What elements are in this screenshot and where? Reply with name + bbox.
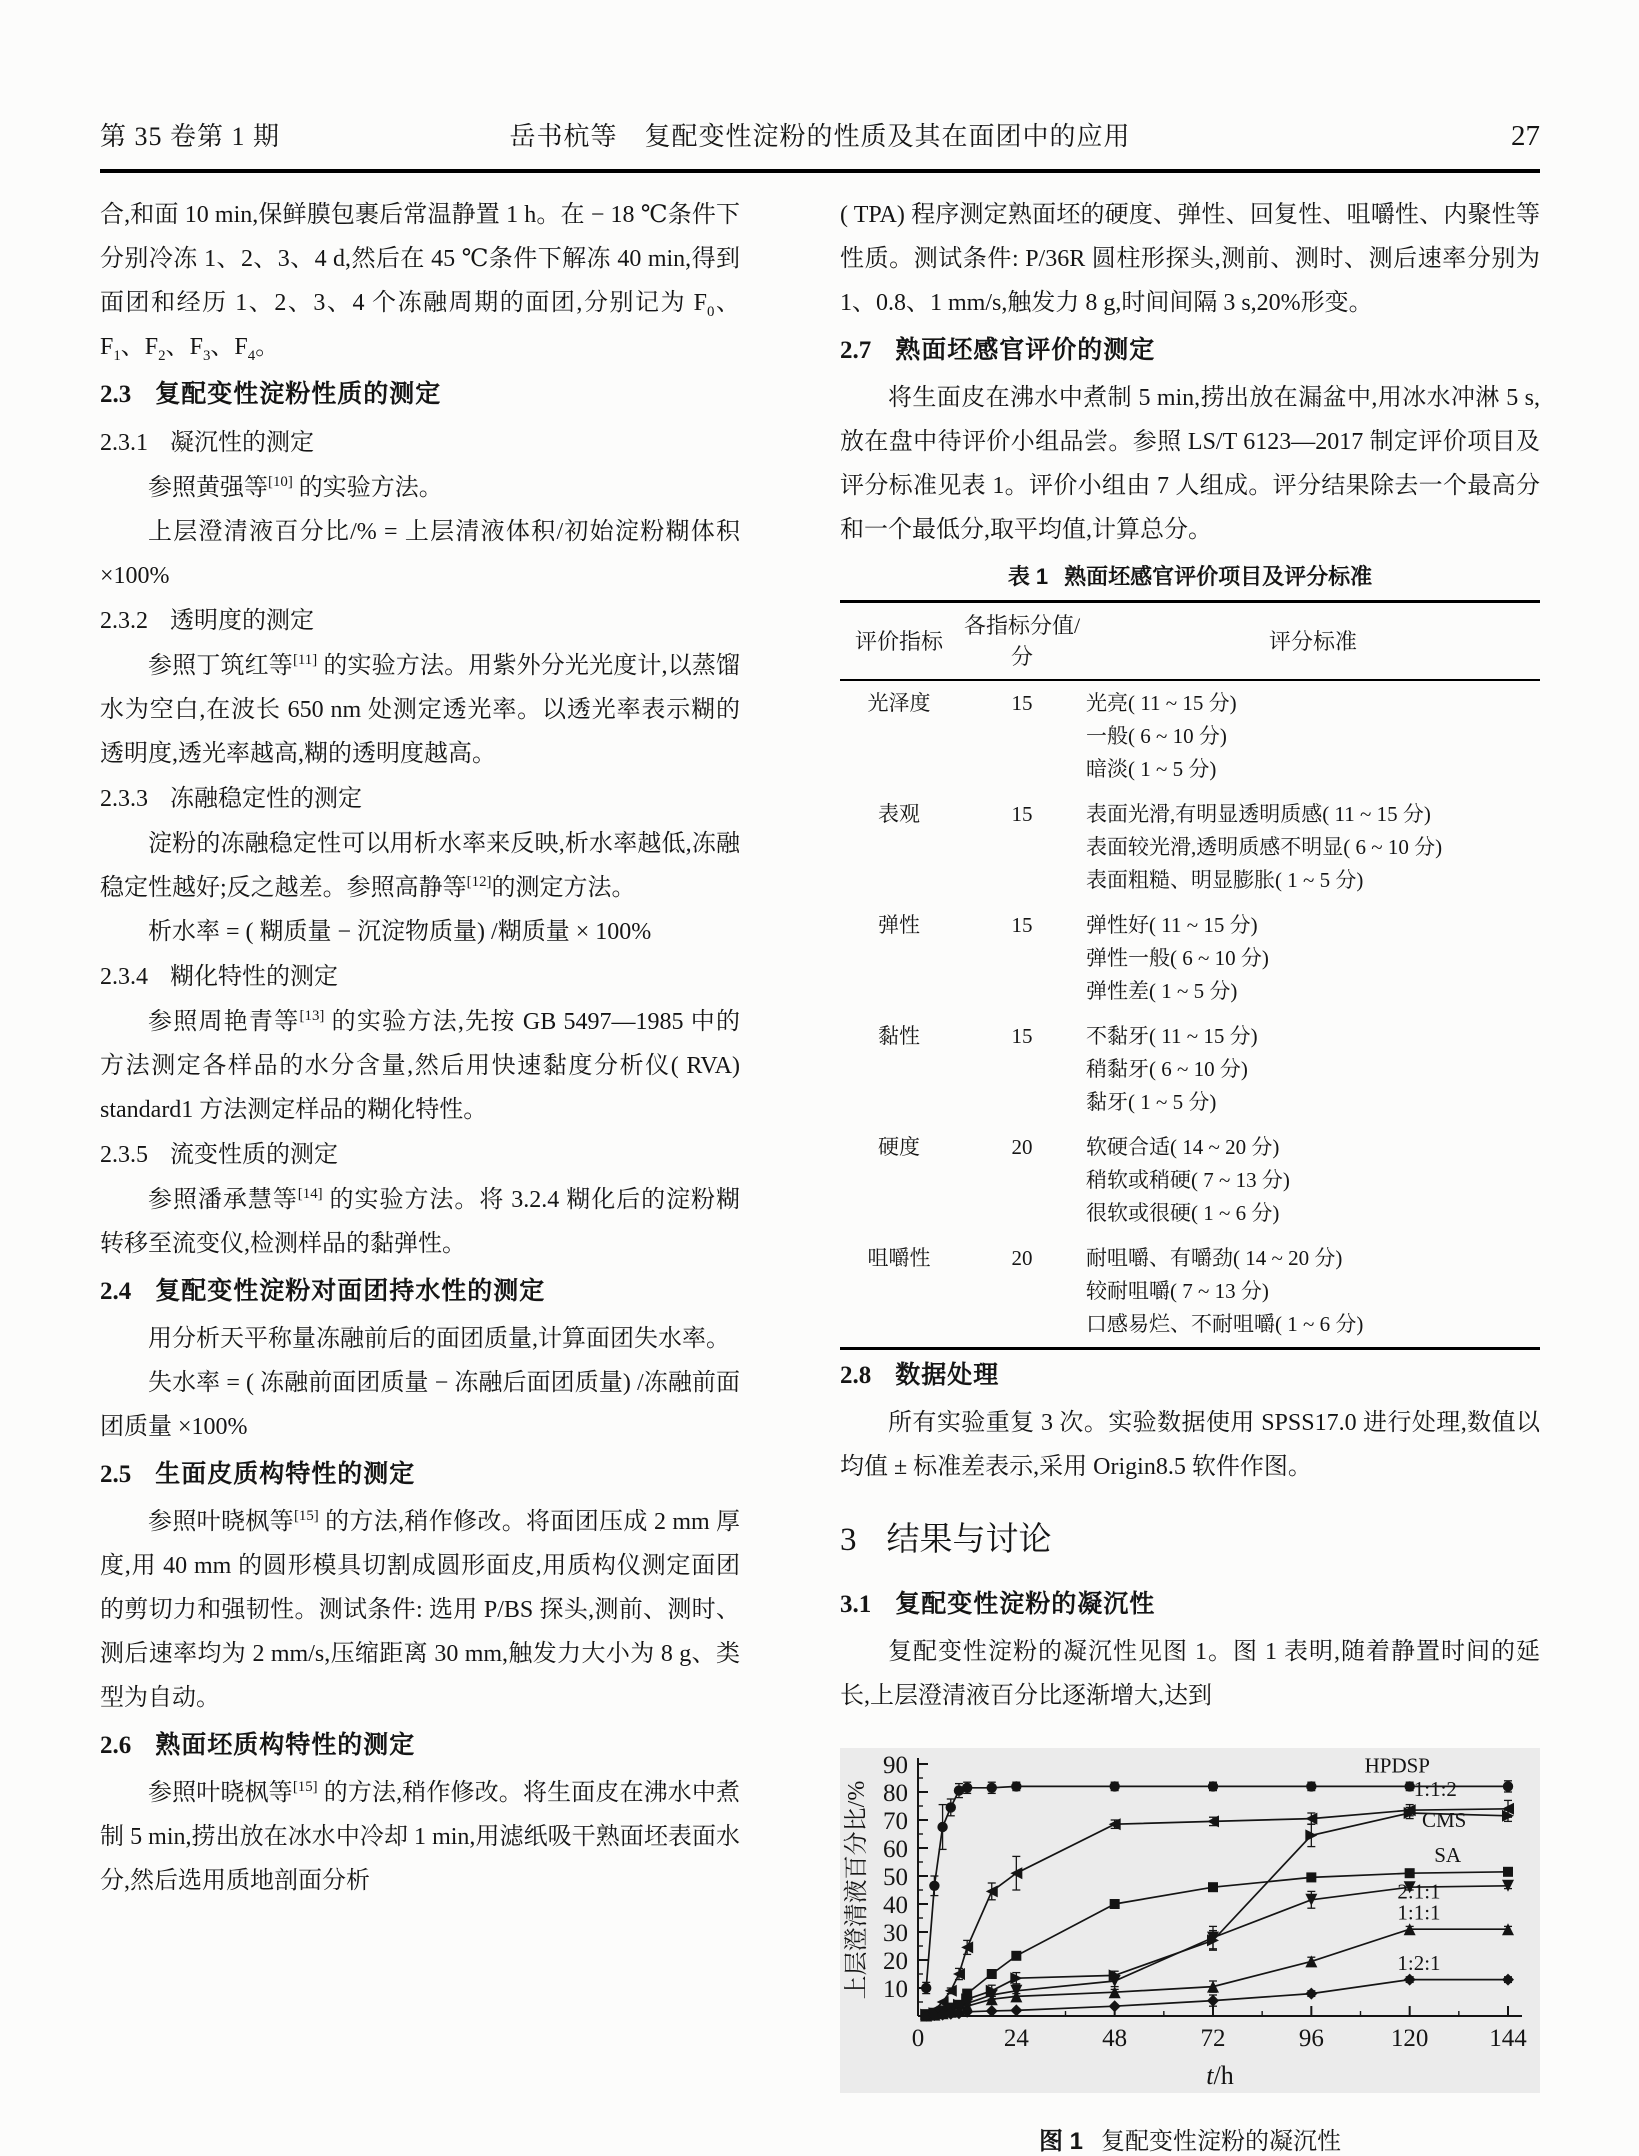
section-heading [100,776,740,822]
table-caption-label: 表 1 [1007,564,1049,589]
section-heading [100,369,740,420]
criteria-line: 较耐咀嚼( 7 ~ 13 分) [1086,1279,1269,1303]
section-heading [100,598,740,644]
criteria-cell [1086,680,1540,792]
paragraph: 淀粉的冻融稳定性可以用析水率来反映,析水率越低,冻融稳定性越好;反之越差。参照高静等[12]的测定方法。 [100,831,740,901]
table-caption [840,560,1540,594]
criteria-line: 口感易烂、不耐咀嚼( 1 ~ 6 分) [1086,1312,1364,1336]
heading-title: 流变性质的测定 [170,1142,338,1168]
indicator-cell: 光泽度 [867,691,931,715]
series-SA [921,1843,1513,2020]
svg-text:24: 24 [1003,2025,1029,2052]
criteria-line: 耐咀嚼、有嚼劲( 14 ~ 20 分) [1086,1246,1343,1270]
sedimentation-line-chart [840,1748,1540,2093]
svg-text:20: 20 [883,1948,908,1975]
paragraph: 参照周艳青等[13] 的实验方法,先按 GB 5497—1985 中的方法测定各样品的水分含量,然后用快速黏度分析仪( RVA) standard1 方法测定样品的糊化特性。 [100,1008,741,1123]
heading-number: 2.4 [100,1278,132,1305]
table-row [840,1125,1540,1236]
heading-number: 2.6 [100,1732,132,1759]
right-column-bottom [840,1350,1540,1718]
svg-text:72: 72 [1200,2025,1226,2052]
heading-title: 结果与讨论 [886,1522,1052,1558]
running-head [100,116,1540,173]
indicator-cell: 表观 [878,802,920,826]
score-cell: 20 [1011,1135,1033,1159]
table-1 [840,560,1540,1350]
heading-title: 熟面坯质构特性的测定 [155,1731,416,1759]
criteria-line: 光亮( 11 ~ 15 分) [1086,691,1237,715]
svg-text:40: 40 [883,1892,908,1919]
paragraph: 参照潘承慧等[14] 的实验方法。将 3.2.4 糊化后的淀粉糊转移至流变仪,检测样品的黏弹性。 [100,1186,741,1257]
section-heading [100,954,740,1000]
series-label: 1:1:2 [1413,1777,1457,1802]
table-row [840,680,1540,792]
running-title: 岳书杭等 复配变性淀粉的性质及其在面团中的应用 [509,122,1131,151]
heading-title: 冻融稳定性的测定 [170,786,362,812]
column-header: 各指标分值/分 [958,602,1086,681]
heading-number: 3.1 [840,1591,872,1618]
svg-text:90: 90 [883,1752,908,1779]
figure-caption-label: 图 1 [1038,2128,1083,2155]
x-axis-label: t/h [1206,2061,1234,2090]
paragraph: 合,和面 10 min,保鲜膜包裹后常温静置 1 h。在 − 18 ℃条件下分别冷冻 1、2、3、4 d,然后在 45 ℃条件下解冻 40 min,得到面团和经历 1、2、3、4 个冻融周期的面团,分别记为 $F_0$、$F_1$、$F_2$、$F_3$、$F_4$。 [100,202,740,364]
heading-number: 2.7 [840,337,872,364]
section-heading [840,1579,1540,1630]
heading-number: 2.8 [840,1362,872,1389]
criteria-line: 表面粗糙、明显膨胀( 1 ~ 5 分) [1086,868,1364,892]
figure-1 [840,1748,1540,2156]
paragraph: 所有实验重复 3 次。实验数据使用 SPSS17.0 进行处理,数值以均值 ± 标准差表示,采用 Origin8.5 软件作图。 [840,1410,1540,1480]
heading-number: 2.3.1 [100,430,148,456]
journal-issue: 第 35 卷第 1 期 [100,122,281,151]
section-heading [100,1266,740,1317]
column-header: 评价指标 [840,602,958,681]
indicator-cell: 黏性 [878,1024,920,1048]
indicator-cell: 弹性 [878,913,920,937]
criteria-cell [1086,1236,1540,1349]
paragraph: 参照叶晓枫等[15] 的方法,稍作修改。将面团压成 2 mm 厚度,用 40 mm 的圆形模具切割成圆形面皮,用质构仪测定面团的剪切力和强韧性。测试条件: 选用 P/BS 探头,测前、测时、测后速率均为 2 mm/s,压缩距离 30 mm,触发力大小为 8 g、类型为自动。 [100,1508,740,1711]
score-cell: 15 [1011,802,1033,826]
table-row [840,903,1540,1014]
heading-number: 2.3.3 [100,786,148,812]
score-cell: 15 [1011,691,1033,715]
heading-number: 2.3 [100,381,132,408]
heading-title: 数据处理 [895,1361,1000,1389]
table-row [840,792,1540,903]
criteria-line: 表面较光滑,透明质感不明显( 6 ~ 10 分) [1086,835,1443,859]
heading-number: 2.3.5 [100,1142,148,1168]
paragraph: 将生面皮在沸水中煮制 5 min,捞出放在漏盆中,用冰水冲淋 5 s,放在盘中待评价小组品尝。参照 LS/T 6123—2017 制定评价项目及评分标准见表 1。评价小组由 7 人组成。评分结果除去一个最高分和一个最低分,取平均值,计算总分。 [840,385,1540,543]
series-label: 2:1:1 [1397,1879,1441,1904]
series-label: 1:1:1 [1397,1900,1441,1925]
score-cell: 20 [1011,1246,1033,1270]
svg-text:10: 10 [883,1976,908,2003]
left-column [100,193,740,2156]
score-cell: 15 [1011,1024,1033,1048]
heading-number: 3 [840,1522,857,1558]
svg-text:0: 0 [911,2025,925,2052]
heading-number: 2.5 [100,1461,132,1488]
table-caption-text: 熟面坯感官评价项目及评分标准 [1064,564,1373,589]
criteria-line: 很软或很硬( 1 ~ 6 分) [1086,1201,1280,1225]
svg-text:70: 70 [883,1808,908,1835]
criteria-line: 暗淡( 1 ~ 5 分) [1086,757,1217,781]
heading-title: 复配变性淀粉对面团持水性的测定 [155,1277,546,1305]
criteria-cell [1086,1014,1540,1125]
paragraph: 用分析天平称量冻融前后的面团质量,计算面团失水率。 [148,1326,730,1352]
paragraph: 析水率 = ( 糊质量 − 沉淀物质量) /糊质量 × 100% [148,919,652,945]
section-heading [840,325,1540,376]
section-heading [100,420,740,466]
criteria-line: 黏牙( 1 ~ 5 分) [1086,1090,1217,1114]
svg-text:120: 120 [1390,2025,1429,2052]
column-header: 评分标准 [1086,602,1540,681]
heading-title: 凝沉性的测定 [170,430,314,456]
criteria-cell [1086,1125,1540,1236]
criteria-line: 表面光滑,有明显透明质感( 11 ~ 15 分) [1086,802,1431,826]
section-heading [100,1132,740,1178]
right-column-top [840,193,1540,552]
figure-caption [840,2121,1540,2156]
criteria-line: 稍软或稍硬( 7 ~ 13 分) [1086,1168,1290,1192]
criteria-line: 稍黏牙( 6 ~ 10 分) [1086,1057,1248,1081]
sensory-evaluation-table [840,600,1540,1350]
heading-number: 2.3.4 [100,964,148,990]
series-label: CMS [1421,1808,1467,1832]
series-label: SA [1434,1843,1462,1867]
criteria-line: 软硬合适( 14 ~ 20 分) [1086,1135,1280,1159]
paragraph: ( TPA) 程序测定熟面坯的硬度、弹性、回复性、咀嚼性、内聚性等性质。测试条件: P/36R 圆柱形探头,测前、测时、测后速率分别为 1、0.8、1 mm/s,触发力 8 g,时间间隔 3 s,20%形变。 [840,202,1540,316]
criteria-line: 弹性一般( 6 ~ 10 分) [1086,946,1269,970]
paragraph: 参照黄强等[10] 的实验方法。 [148,474,443,501]
criteria-line: 不黏牙( 11 ~ 15 分) [1086,1024,1258,1048]
heading-title: 复配变性淀粉的凝沉性 [895,1590,1156,1618]
page-number: 27 [1511,120,1540,152]
heading-title: 糊化特性的测定 [170,964,338,990]
series-label: 1:2:1 [1397,1950,1441,1975]
paragraph: 参照丁筑红等[11] 的实验方法。用紫外分光光度计,以蒸馏水为空白,在波长 650 nm 处测定透光率。以透光率表示糊的透明度,透光率越高,糊的透明度越高。 [100,652,741,767]
criteria-line: 一般( 6 ~ 10 分) [1086,724,1227,748]
indicator-cell: 硬度 [878,1135,920,1159]
section-heading [840,1350,1540,1401]
paragraph: 复配变性淀粉的凝沉性见图 1。图 1 表明,随着静置时间的延长,上层澄清液百分比逐渐增大,达到 [840,1639,1540,1709]
figure-caption-text: 复配变性淀粉的凝沉性 [1101,2129,1341,2155]
table-row [840,1236,1540,1349]
section-heading [100,1720,740,1771]
heading-number: 2.3.2 [100,608,148,634]
paragraph: 失水率 = ( 冻融前面团质量 − 冻融后面团质量) /冻融前面团质量 ×100% [100,1370,740,1440]
heading-title: 熟面坯感官评价的测定 [895,336,1156,364]
criteria-cell [1086,903,1540,1014]
two-column-body [100,193,1540,2156]
series-label: HPDSP [1364,1753,1430,1778]
svg-text:48: 48 [1102,2025,1128,2052]
svg-text:60: 60 [883,1836,908,1863]
svg-text:80: 80 [883,1780,908,1807]
svg-text:96: 96 [1298,2025,1324,2052]
svg-text:144: 144 [1489,2025,1527,2052]
y-axis-label: 上层澄清液百分比/% [844,1780,870,2000]
table-header-row [840,602,1540,681]
paragraph: 参照叶晓枫等[15] 的方法,稍作修改。将生面皮在沸水中煮制 5 min,捞出放在冰水中冷却 1 min,用滤纸吸干熟面坯表面水分,然后选用质地剖面分析 [100,1779,741,1894]
svg-text:50: 50 [883,1864,908,1891]
heading-title: 透明度的测定 [170,608,314,634]
table-row [840,1014,1540,1125]
score-cell: 15 [1011,913,1033,937]
right-column [840,193,1540,2156]
svg-text:30: 30 [883,1920,908,1947]
indicator-cell: 咀嚼性 [867,1246,931,1270]
heading-title: 生面皮质构特性的测定 [155,1460,416,1488]
section-heading [100,1449,740,1500]
heading-title: 复配变性淀粉性质的测定 [155,380,442,408]
paragraph: 上层澄清液百分比/% = 上层清液体积/初始淀粉糊体积 ×100% [100,519,740,589]
criteria-line: 弹性差( 1 ~ 5 分) [1086,979,1238,1003]
criteria-cell [1086,792,1540,903]
criteria-line: 弹性好( 11 ~ 15 分) [1086,913,1258,937]
section-heading [840,1509,1540,1571]
sedimentation-chart-svg [840,1748,1540,2093]
